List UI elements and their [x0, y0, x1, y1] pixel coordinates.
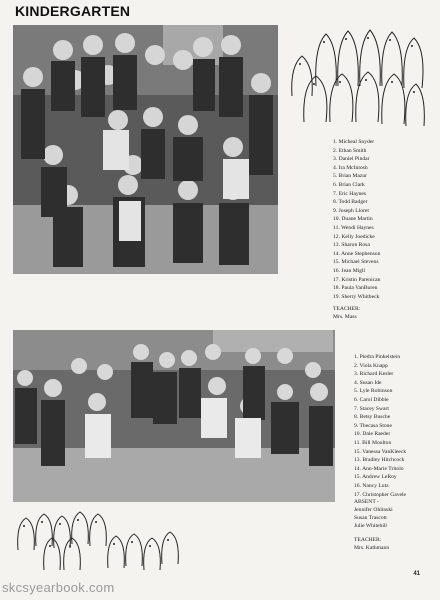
student-name: 19. Sherry Whitbeck	[333, 293, 380, 300]
student-name: 6. Brian Clark	[333, 181, 365, 188]
absent-student-name: Susan Trascott	[354, 515, 387, 521]
student-name: 6. Carol Dibble	[354, 396, 389, 403]
doodle-figures-1-drawing	[286, 26, 426, 130]
class-photo-1	[13, 25, 278, 274]
student-name: 3. Richard Kesler	[354, 371, 394, 378]
student-name: 13. Sharon Rosa	[333, 242, 370, 249]
absent-student-name: Jennifer Ohlinski	[354, 507, 393, 513]
class-photo-1-image	[13, 25, 278, 274]
student-name: 14. Ann-Marie Tritolo	[354, 465, 404, 472]
student-name: 11. Wendi Haynes	[333, 224, 374, 231]
student-name: 8. Todd Badger	[333, 199, 368, 206]
student-name: 13. Bradley Hitchcock	[354, 457, 405, 464]
watermark-text: skcsyearbook.com	[2, 580, 115, 595]
absent-student-name: Julie Whitehill	[354, 523, 387, 529]
student-name: 1. Micheal Snyder	[333, 139, 375, 145]
class-2-absent-label: ABSENT -	[354, 499, 379, 505]
doodle-figures-2	[14, 510, 182, 574]
student-name: 3. Daniel Pindar	[333, 156, 370, 163]
student-name: 18. Paula VanBuren	[333, 285, 378, 292]
class-1-student-list	[333, 138, 380, 301]
student-name: 15. Michael Stevens	[333, 259, 379, 266]
class-2-teacher-name: Mrs. Kathmann	[354, 545, 390, 551]
doodle-figures-1	[286, 26, 426, 130]
student-name: 10. Dale Raeder	[354, 431, 391, 438]
student-name: 12. Kelly Joedicke	[333, 233, 375, 240]
class-1-teacher-name: Mrs. Mass	[333, 314, 357, 320]
student-name: 16. Jean Migll	[333, 267, 366, 274]
student-name: 7. Stacey Swart	[354, 405, 389, 412]
doodle-figures-2-drawing	[14, 510, 182, 574]
class-photo-2-image	[13, 330, 335, 502]
student-name: 10. Duane Martin	[333, 216, 373, 223]
page-number: 41	[413, 571, 420, 577]
student-name: 11. Bill Moulton	[354, 439, 392, 446]
student-name: 7. Eric Haynes	[333, 190, 367, 197]
student-name: 9. Thecasa Stone	[354, 422, 392, 429]
student-name: 8. Betsy Busche	[354, 414, 391, 421]
student-name: 16. Nancy Lutz	[354, 482, 389, 489]
student-name: 4. Susan Ide	[354, 379, 382, 386]
class-2-absent-list	[354, 506, 393, 530]
class-2-teacher-label: TEACHER:	[354, 537, 382, 543]
student-name: 5. Brian Mazur	[333, 173, 368, 180]
class-photo-2	[13, 330, 335, 502]
class-2-student-list	[354, 353, 406, 499]
student-name: 4. Ira McIntosh	[333, 164, 368, 171]
student-name: 2. Viola Knapp	[354, 362, 388, 369]
class-1-teacher-label: TEACHER:	[333, 306, 361, 312]
student-name: 5. Lyle Robinson	[354, 388, 393, 395]
student-name: 9. Joseph Lloret	[333, 207, 369, 214]
section-title: KINDERGARTEN	[15, 3, 131, 19]
student-name: 2. Ethan Smith	[333, 147, 367, 154]
student-name: 1. Piedra Pinkelstein	[354, 354, 401, 360]
student-name: 17. Kristin Parenican	[333, 276, 381, 283]
student-name: 17. Christopher Gavele	[354, 491, 407, 498]
student-name: 15. Vanessa VanKleeck	[354, 448, 407, 455]
student-name: 15. Andrew LeRoy	[354, 474, 397, 481]
student-name: 14. Anne Stephenson	[333, 250, 381, 257]
